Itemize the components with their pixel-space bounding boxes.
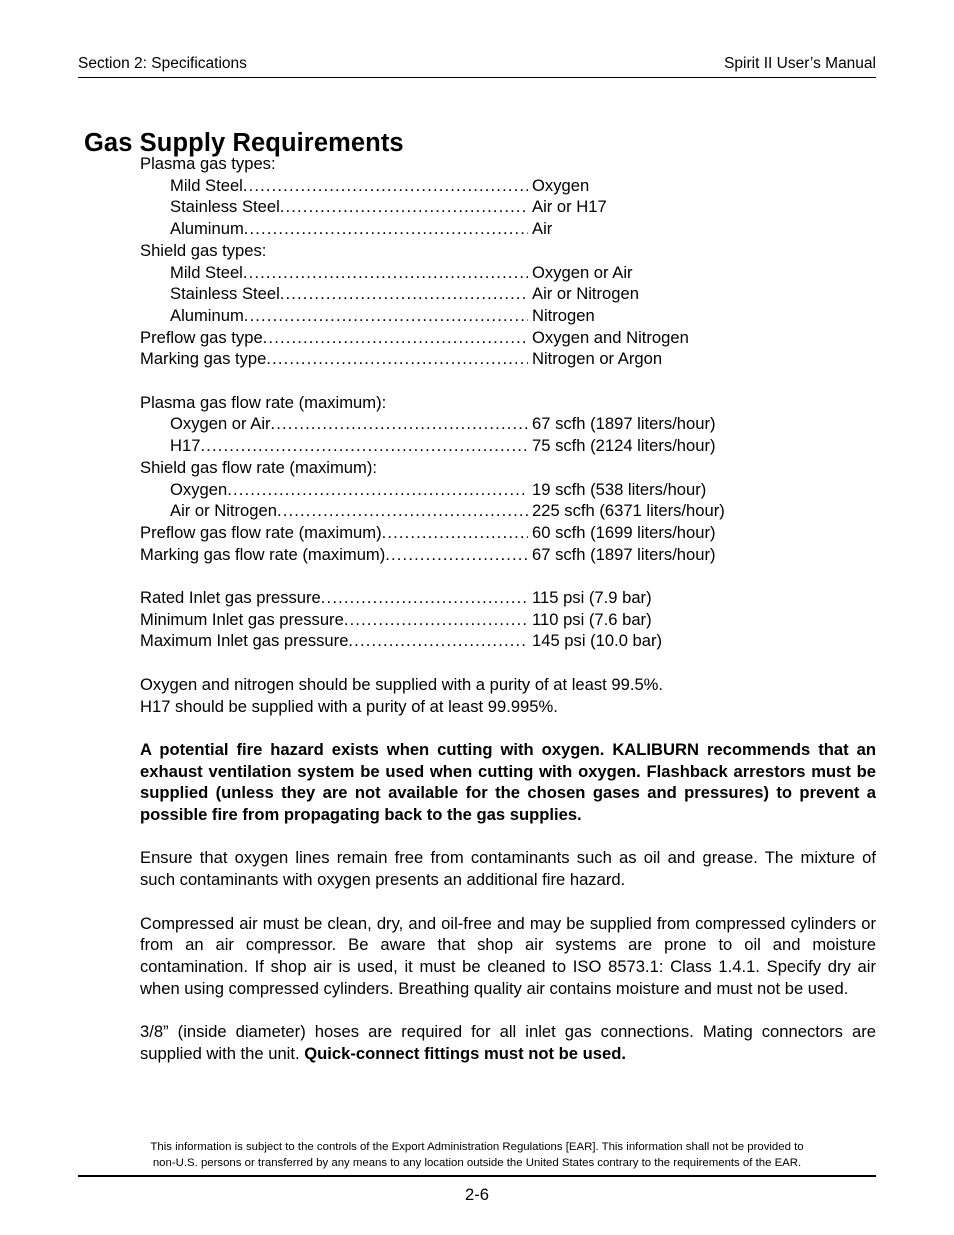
spec-value: Air or H17: [532, 197, 607, 217]
spec-value: Air or Nitrogen: [532, 284, 639, 304]
dot-leader: [348, 630, 528, 652]
spec-value: 225 scfh (6371 liters/hour): [532, 501, 725, 521]
hoses-paragraph: [140, 1021, 876, 1064]
dot-leader: [200, 435, 528, 457]
spec-label: Preflow gas type: [140, 327, 263, 347]
spec-row: [140, 609, 876, 631]
spacer: [140, 652, 876, 674]
dot-leader: [243, 175, 528, 197]
spec-value: 115 psi (7.9 bar): [532, 588, 652, 608]
spacer: [140, 999, 876, 1021]
dot-leader: [382, 522, 528, 544]
spec-row: [140, 327, 876, 349]
running-header: [78, 54, 876, 78]
spec-row: [140, 175, 876, 197]
spec-label: Rated Inlet gas pressure: [140, 588, 321, 608]
spacer: [140, 717, 876, 739]
spec-value: 60 scfh (1699 liters/hour): [532, 522, 716, 542]
contaminants-paragraph: Ensure that oxygen lines remain free from contaminants such as oil and grease. The mixture of such contaminants with oxygen presents an additional fire hazard.: [140, 848, 876, 890]
page-number: 2-6: [465, 1185, 489, 1204]
purity-line-2: H17 should be supplied with a purity of at least 99.995%.: [140, 696, 558, 716]
spec-value: Nitrogen: [532, 305, 595, 325]
dot-leader: [243, 262, 528, 284]
spec-group-pressures: [140, 587, 876, 652]
spec-label: Shield gas types:: [140, 240, 267, 260]
dot-leader: [280, 196, 528, 218]
spec-label: Plasma gas types:: [140, 154, 276, 173]
spec-row: [140, 587, 876, 609]
quick-connect-warning: Quick-connect fittings must not be used.: [304, 1043, 626, 1063]
spec-row: [140, 305, 876, 327]
spec-value: 67 scfh (1897 liters/hour): [532, 414, 716, 434]
spec-row: [140, 457, 876, 479]
header-section-label: Section 2: Specifications: [78, 55, 247, 72]
spacer: [140, 370, 876, 392]
dot-leader: [321, 587, 528, 609]
spec-row: [140, 522, 876, 544]
spec-row: [140, 348, 876, 370]
spacer: [140, 565, 876, 587]
page-body: [140, 153, 876, 1064]
dot-leader: [280, 283, 528, 305]
dot-leader: [227, 479, 528, 501]
spec-row: [140, 479, 876, 501]
spec-row: [140, 630, 876, 652]
export-notice-line-1: This information is subject to the controls of the Export Administration Regulations [EAR]. This information shall not be provided to: [150, 1141, 804, 1153]
purity-line-1: Oxygen and nitrogen should be supplied with a purity of at least 99.5%.: [140, 674, 664, 694]
spec-row: [140, 262, 876, 284]
spec-value: Air: [532, 219, 553, 239]
dot-leader: [244, 305, 528, 327]
hoses-text: 3/8” (inside diameter) hoses are required for all inlet gas connections. Mating connectors are supplied with the unit.: [140, 1022, 876, 1063]
spec-value: 145 psi (10.0 bar): [532, 631, 663, 651]
spec-row: [140, 435, 876, 457]
dot-leader: [344, 609, 528, 631]
spec-label: Aluminum: [170, 305, 244, 325]
dot-leader: [266, 348, 528, 370]
spec-label: Oxygen or Air: [170, 414, 271, 434]
spec-label: Minimum Inlet gas pressure: [140, 609, 344, 629]
spec-row: [140, 153, 876, 175]
spec-label: Plasma gas flow rate (maximum):: [140, 392, 387, 412]
spec-label: Stainless Steel: [170, 197, 280, 217]
spec-row: [140, 392, 876, 414]
spec-value: Oxygen: [532, 175, 590, 195]
header-manual-title: Spirit II User’s Manual: [724, 55, 876, 72]
spec-row: [140, 240, 876, 262]
fire-hazard-warning: A potential fire hazard exists when cutting with oxygen. KALIBURN recommends that an exhaust ventilation system be used when cutting with oxygen. Flashback arrestors must be supplied (unless they are not available for the chosen gases and pressures) to prevent a possible fire from propagating back to the gas supplies.: [140, 739, 876, 825]
page-title: Gas Supply Requirements: [84, 129, 404, 158]
dot-leader: [263, 327, 528, 349]
spec-value: Nitrogen or Argon: [532, 349, 663, 369]
spec-label: Mild Steel: [170, 262, 243, 282]
spec-label: Maximum Inlet gas pressure: [140, 631, 349, 651]
spec-label: Air or Nitrogen: [170, 501, 277, 521]
spec-label: Marking gas flow rate (maximum): [140, 544, 386, 564]
spec-value: Oxygen or Air: [532, 262, 633, 282]
spec-group-gas-types: [140, 153, 876, 370]
dot-leader: [244, 218, 528, 240]
compressed-air-paragraph: Compressed air must be clean, dry, and oil-free and may be supplied from compressed cylinders or from an air compressor. Be aware that shop air systems are prone to oil and moisture contamination. If shop air is used, it must be cleaned to ISO 8573.1: Class 1.4.1. Specify dry air when using compressed cylinders. Breathing quality air contains moisture and must not be used.: [140, 913, 876, 998]
spec-label: Aluminum: [170, 219, 244, 239]
export-control-notice: [78, 1140, 876, 1177]
spec-label: H17: [170, 436, 201, 456]
spec-group-flow-rates: [140, 392, 876, 566]
export-notice-line-2: non-U.S. persons or transferred by any means to any location outside the United States contrary to the requirements of the EAR.: [152, 1156, 802, 1169]
spec-row: [140, 196, 876, 218]
spacer: [140, 826, 876, 848]
spec-label: Oxygen: [170, 479, 228, 499]
spec-value: 75 scfh (2124 liters/hour): [532, 436, 716, 456]
spec-value: 19 scfh (538 liters/hour): [532, 479, 707, 499]
spec-value: 67 scfh (1897 liters/hour): [532, 544, 716, 564]
spec-value: Oxygen and Nitrogen: [532, 327, 689, 347]
spec-label: Stainless Steel: [170, 284, 280, 304]
spec-row: [140, 283, 876, 305]
dot-leader: [271, 413, 528, 435]
spec-row: [140, 500, 876, 522]
spec-row: [140, 413, 876, 435]
spec-label: Preflow gas flow rate (maximum): [140, 522, 382, 542]
spec-value: 110 psi (7.6 bar): [532, 609, 652, 629]
spec-label: Mild Steel: [170, 175, 243, 195]
spec-row: [140, 544, 876, 566]
spacer: [140, 891, 876, 913]
dot-leader: [277, 500, 528, 522]
dot-leader: [385, 544, 528, 566]
spec-row: [140, 218, 876, 240]
spec-label: Marking gas type: [140, 349, 267, 369]
spec-label: Shield gas flow rate (maximum):: [140, 457, 377, 477]
